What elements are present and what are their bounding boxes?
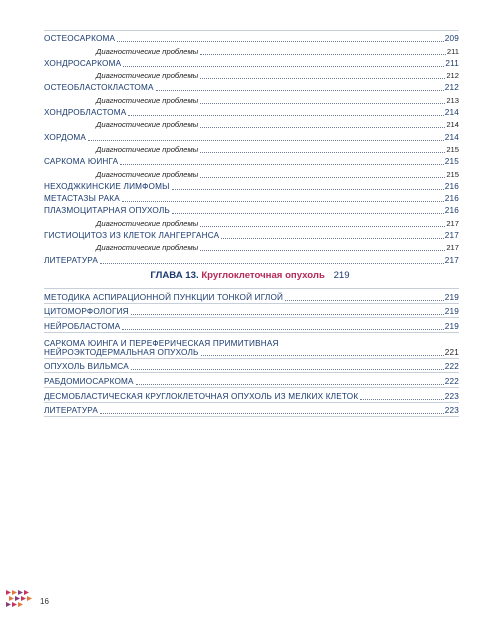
dot-leader	[200, 177, 445, 178]
dot-leader	[131, 314, 444, 315]
logo-triangle	[18, 590, 23, 595]
toc-entry-page: 216	[444, 194, 459, 204]
chapter-title: Круглоклеточная опухоль	[201, 270, 325, 281]
toc-entry-page: 213	[446, 95, 459, 105]
toc-entry[interactable]	[44, 57, 459, 69]
toc-entry[interactable]	[44, 155, 459, 167]
toc-entry-label: РАБДОМИОСАРКОМА	[44, 376, 134, 386]
toc-entry[interactable]	[44, 360, 459, 373]
toc-entry[interactable]	[44, 192, 459, 204]
logo-triangle	[27, 596, 32, 601]
toc-subentry[interactable]	[44, 216, 459, 228]
logo-triangle	[21, 596, 26, 601]
toc-entry-label: ГИСТИОЦИТОЗ ИЗ КЛЕТОК ЛАНГЕРГАНСА	[44, 231, 220, 241]
toc-entry-label: Диагностические проблемы	[96, 169, 199, 179]
toc-entry-label: Диагностические проблемы	[96, 120, 199, 130]
chapter-label: ГЛАВА 13.	[150, 270, 199, 281]
toc-entry-page: 223	[444, 391, 459, 401]
toc-entry-label: НЕЙРОЭКТОДЕРМАЛЬНАЯ ОПУХОЛЬ	[44, 348, 199, 358]
toc-entry[interactable]	[44, 253, 459, 265]
toc-entry-label: ЦИТОМОРФОЛОГИЯ	[44, 307, 129, 317]
divider	[44, 402, 459, 403]
toc-entry[interactable]	[44, 130, 459, 142]
logo-triangle	[6, 590, 11, 595]
dot-leader	[200, 226, 445, 227]
toc-entry-page: 217	[444, 255, 459, 265]
logo-triangle	[6, 602, 11, 607]
toc-entry-label: ХОРДОМА	[44, 132, 87, 142]
toc-subentry[interactable]	[44, 69, 459, 81]
toc-entry-page: 215	[446, 144, 459, 154]
dot-leader	[156, 90, 444, 91]
divider	[44, 288, 459, 289]
toc-section-2	[44, 288, 459, 418]
toc-entry[interactable]	[44, 106, 459, 118]
toc-entry-page: 211	[445, 58, 459, 68]
toc-entry-page: 217	[444, 231, 459, 241]
toc-entry-label: ЛИТЕРАТУРА	[44, 255, 99, 265]
toc-entry[interactable]	[44, 32, 459, 44]
toc-entry[interactable]	[44, 81, 459, 93]
logo-triangle	[9, 596, 14, 601]
toc-entry[interactable]	[44, 305, 459, 318]
dot-leader	[88, 140, 444, 141]
dot-leader	[131, 369, 444, 370]
toc-entry[interactable]	[44, 204, 459, 216]
chapter-page: 219	[333, 270, 350, 281]
toc-entry-label: ХОНДРОСАРКОМА	[44, 58, 122, 68]
dot-leader	[122, 201, 444, 202]
toc-entry-page: 216	[444, 206, 459, 216]
dot-leader	[200, 127, 445, 128]
dot-leader	[201, 355, 444, 356]
toc-entry[interactable]	[44, 374, 459, 387]
divider	[44, 358, 459, 359]
toc-entry-label: МЕТОДИКА АСПИРАЦИОННОЙ ПУНКЦИИ ТОНКОЙ ИГЛОЙ	[44, 292, 284, 302]
dot-leader	[123, 66, 444, 67]
toc-entry-page: 223	[444, 406, 459, 416]
toc-subentry[interactable]	[44, 241, 459, 253]
toc-section-1	[44, 30, 459, 266]
logo-triangle	[15, 596, 20, 601]
toc-entry-page: 215	[444, 157, 459, 167]
toc-entry-page: 211	[446, 46, 459, 56]
toc-entry-page: 214	[444, 108, 459, 118]
toc-entry-label: ОПУХОЛЬ ВИЛЬМСА	[44, 362, 129, 372]
dot-leader	[172, 213, 444, 214]
dot-leader	[200, 103, 445, 104]
toc-entry-page: 215	[446, 169, 459, 179]
toc-subentry[interactable]	[44, 143, 459, 155]
toc-entry-label: МЕТАСТАЗЫ РАКА	[44, 194, 120, 204]
toc-entry-label: ЛИТЕРАТУРА	[44, 406, 99, 416]
toc-entry-line2	[44, 348, 459, 358]
toc-entry-label: Диагностические проблемы	[96, 144, 199, 154]
toc-entry-label: Диагностические проблемы	[96, 95, 199, 105]
toc-entry-page: 214	[444, 132, 459, 142]
toc-entry[interactable]	[44, 290, 459, 303]
dot-leader	[120, 164, 443, 165]
toc-subentry[interactable]	[44, 167, 459, 179]
dot-leader	[285, 300, 444, 301]
triangle-pattern-icon	[6, 588, 36, 610]
toc-entry-label: Диагностические проблемы	[96, 243, 199, 253]
dot-leader	[100, 413, 444, 414]
toc-entry-page: 219	[444, 292, 459, 302]
divider	[44, 387, 459, 388]
chapter-heading	[0, 270, 500, 281]
toc-entry-label: ДЕСМОБЛАСТИЧЕСКАЯ КРУГЛОКЛЕТОЧНАЯ ОПУХОЛЬ ИЗ МЕЛКИХ КЛЕТОК	[44, 391, 359, 401]
toc-entry-page: 212	[446, 71, 459, 81]
dot-leader	[200, 78, 445, 79]
dot-leader	[200, 54, 446, 55]
toc-entry-label-line1: САРКОМА ЮИНГА И ПЕРЕФЕРИЧЕСКАЯ ПРИМИТИВНАЯ	[44, 338, 279, 348]
dot-leader	[136, 384, 444, 385]
dot-leader	[117, 41, 444, 42]
toc-entry-page: 221	[444, 348, 459, 358]
divider	[44, 317, 459, 318]
toc-subentry[interactable]	[44, 118, 459, 130]
toc-entry-page: 214	[446, 120, 459, 130]
toc-entry-page: 222	[444, 376, 459, 386]
dot-leader	[128, 115, 443, 116]
dot-leader	[122, 329, 443, 330]
toc-entry-page: 219	[444, 307, 459, 317]
logo-triangle	[12, 590, 17, 595]
page-number: 16	[40, 597, 49, 606]
dot-leader	[200, 250, 445, 251]
dot-leader	[100, 263, 444, 264]
logo-triangle	[12, 602, 17, 607]
dot-leader	[221, 238, 443, 239]
toc-entry-label: Диагностические проблемы	[96, 218, 199, 228]
toc-entry-page: 216	[444, 181, 459, 191]
dot-leader	[360, 399, 443, 400]
dot-leader	[172, 189, 444, 190]
toc-entry-page: 212	[444, 83, 459, 93]
toc-entry-label: ХОНДРОБЛАСТОМА	[44, 108, 127, 118]
toc-entry-page: 222	[444, 362, 459, 372]
divider	[44, 303, 459, 304]
toc-subentry[interactable]	[44, 44, 459, 56]
toc-entry-label: Диагностические проблемы	[96, 46, 199, 56]
toc-entry-page: 209	[444, 34, 459, 44]
toc-entry[interactable]	[44, 319, 459, 332]
toc-entry-page: 217	[446, 243, 459, 253]
toc-subentry[interactable]	[44, 93, 459, 105]
divider	[44, 30, 459, 31]
toc-entry-label: ПЛАЗМОЦИТАРНАЯ ОПУХОЛЬ	[44, 206, 170, 216]
logo-triangle	[24, 590, 29, 595]
toc-entry-page: 217	[446, 218, 459, 228]
dot-leader	[200, 152, 445, 153]
toc-entry[interactable]	[44, 334, 459, 358]
toc-entry-label: ОСТЕОСАРКОМА	[44, 34, 116, 44]
divider	[44, 372, 459, 373]
logo-triangle	[18, 602, 23, 607]
toc-entry-label: НЕХОДЖКИНСКИЕ ЛИМФОМЫ	[44, 181, 170, 191]
toc-entry-label: НЕЙРОБЛАСТОМА	[44, 321, 121, 331]
toc-entry-page: 219	[444, 321, 459, 331]
toc-entry-label: САРКОМА ЮИНГА	[44, 157, 119, 167]
toc-entry[interactable]	[44, 389, 459, 402]
toc-entry[interactable]	[44, 180, 459, 192]
toc-entry[interactable]	[44, 229, 459, 241]
toc-entry-label: ОСТЕОБЛАСТОКЛАСТОМА	[44, 83, 154, 93]
divider	[44, 416, 459, 417]
toc-entry[interactable]	[44, 404, 459, 417]
toc-entry-label: Диагностические проблемы	[96, 71, 199, 81]
divider	[44, 332, 459, 333]
